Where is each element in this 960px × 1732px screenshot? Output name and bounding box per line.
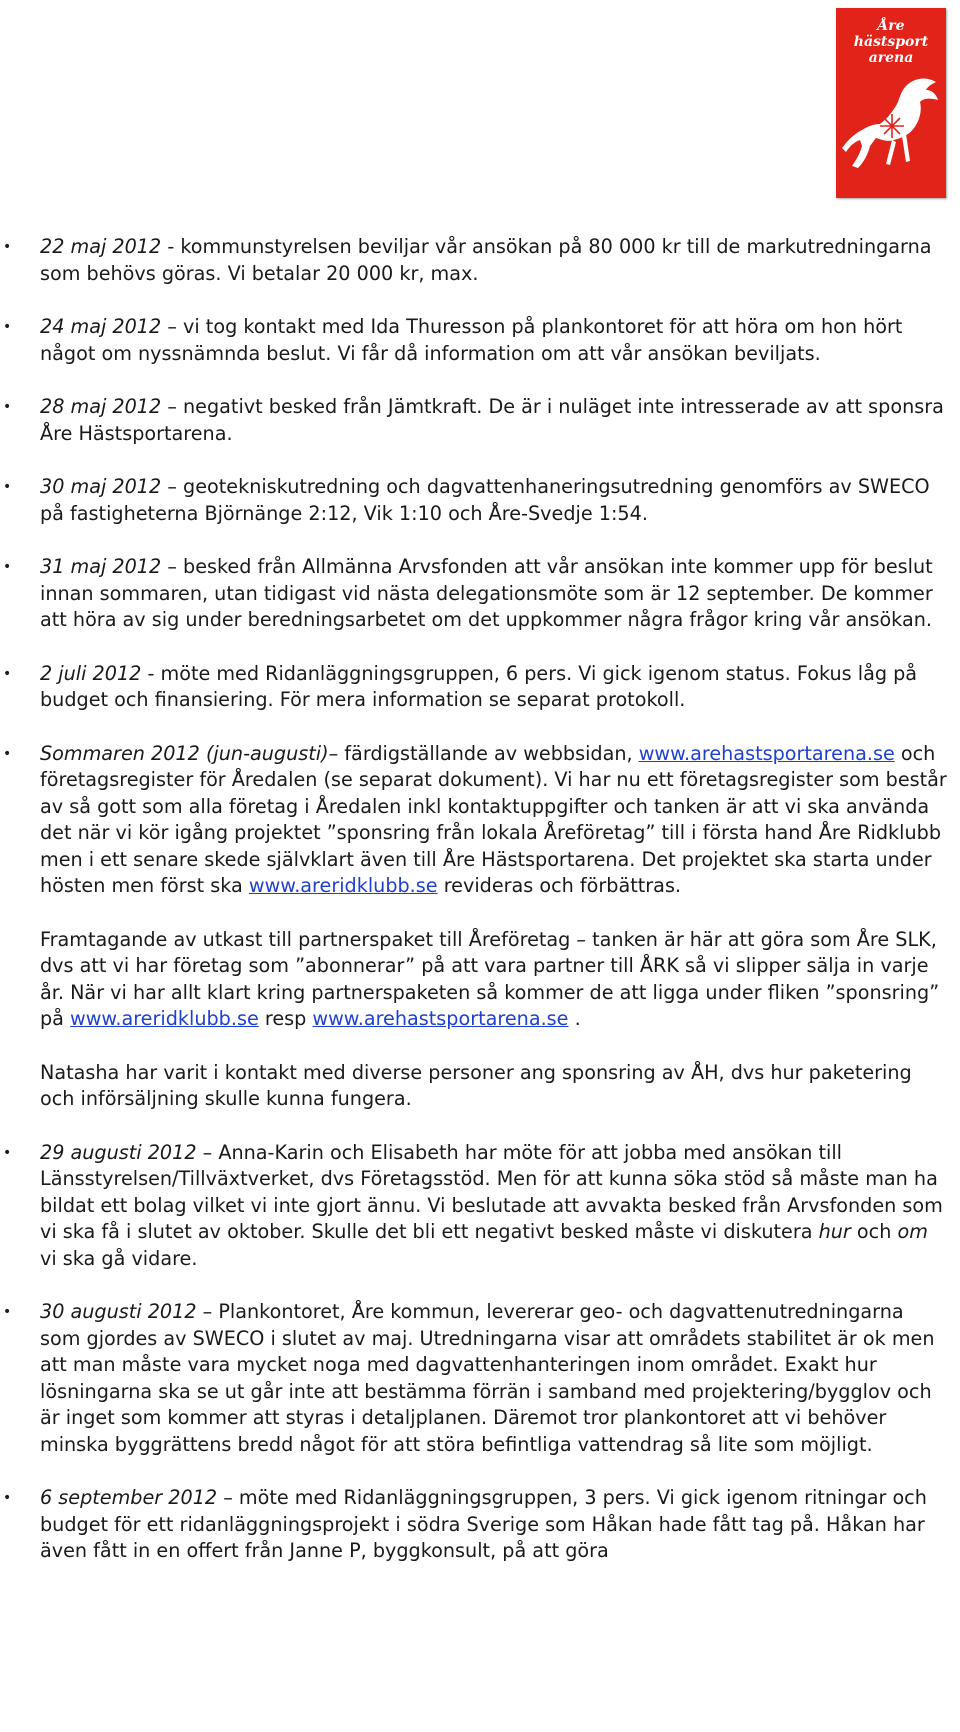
paragraph-text: resp: [258, 1007, 313, 1030]
list-item: [0, 1299, 960, 1458]
item-text: – vi tog kontakt med Ida Thuresson på plankontoret för att höra om hon hört något om nyssnämnda beslut. Vi får då information om att vår ansökan beviljats.: [40, 315, 903, 365]
emphasis-text: om: [897, 1220, 928, 1243]
bullet: •: [3, 479, 12, 495]
item-text: – besked från Allmänna Arvsfonden att vår ansökan inte kommer upp för beslut innan sommaren, utan tidigast vid nästa delegationsmöte som är 12 september. De kommer att höra av sig under beredningsarbetet om det uppkommer några frågor kring vår ansökan.: [40, 555, 933, 631]
item-date: 6 september 2012: [40, 1486, 218, 1509]
item-text: – möte med Ridanläggningsgruppen, 3 pers. Vi gick igenom ritningar och budget för ett ridanläggningsprojekt i södra Sverige som Håkan hade fått tag på. Håkan har även fått in en offert från Janne P, byggkonsult, på att göra: [40, 1486, 927, 1562]
list-item: [0, 394, 960, 447]
item-date: Sommaren 2012 (jun-augusti): [40, 741, 329, 765]
document-body: [0, 234, 960, 1592]
item-date: 29 augusti 2012: [40, 1140, 197, 1164]
bullet: •: [3, 1144, 12, 1161]
paragraph-partnerpaket: [0, 927, 960, 1033]
bullet: •: [3, 559, 12, 575]
item-date: 28 maj 2012: [40, 395, 162, 418]
bullet: •: [3, 239, 12, 255]
bullet: •: [3, 1490, 12, 1506]
item-date: 2 juli 2012: [40, 661, 142, 685]
arehastsportarena-link[interactable]: www.arehastsportarena.se: [638, 741, 895, 765]
item-text: revideras och förbättras.: [437, 874, 682, 897]
list-item: [0, 554, 960, 634]
logo-line-3: arena: [868, 50, 914, 66]
list-item: [0, 661, 960, 714]
paragraph-natasha: [0, 1060, 960, 1113]
list-item: [0, 314, 960, 367]
item-text: och företagsregister för Åredalen (se separat dokument). Vi har nu ett företagsregister som består av så gott som alla företag i Åredalen inkl kontaktuppgifter och tanken är att vi ska använda det när vi kör igång projektet ”sponsring från lokala Åreföretag” till i första hand Åre Ridklubb men i ett senare skede självklart även till Åre Hästsportarena. Det projektet ska starta under hösten men först ska: [40, 741, 947, 897]
arehastsportarena-link[interactable]: www.arehastsportarena.se: [312, 1007, 569, 1030]
bullet: •: [3, 1304, 12, 1320]
item-date: 31 maj 2012: [40, 555, 162, 578]
horse-icon: [836, 68, 946, 198]
item-text: – Plankontoret, Åre kommun, levererar geo- och dagvattenutredningarna som gjordes av SWECO i slutet av maj. Utredningarna visar att områdets stabilitet är ok men att man måste vara mycket noga med dagvattenhanteringen inom området. Exakt hur lösningarna ska se ut går inte att bestämma förrän i samband med projektering/bygglov och är inget som kommer att styras i detaljplanen. Däremot tror plankontoret att vi behöver minska byggrättens bredd något för att störa befintliga vattendrag så lite som möjligt.: [40, 1300, 935, 1456]
item-text: och: [850, 1220, 898, 1243]
list-item: [0, 1485, 960, 1565]
logo-line-1: Åre: [877, 18, 905, 34]
bullet: •: [3, 745, 12, 762]
logo-wordmark: [836, 18, 946, 66]
item-text: - möte med Ridanläggningsgruppen, 6 pers. Vi gick igenom status. Fokus låg på budget och finansiering. För mera information se separat protokoll.: [40, 661, 918, 711]
item-date: 30 augusti 2012: [40, 1300, 197, 1323]
bullet: •: [3, 665, 12, 682]
item-text: – geotekniskutredning och dagvattenhaneringsutredning genomförs av SWECO på fastigheterna Björnänge 2:12, Vik 1:10 och Åre-Svedje 1:54.: [40, 475, 930, 525]
item-text: – färdigställande av webbsidan,: [328, 741, 639, 765]
item-date: 22 maj 2012: [40, 235, 162, 258]
areridklubb-link[interactable]: www.areridklubb.se: [70, 1007, 259, 1030]
paragraph-text: Framtagande av utkast till partnerspaket till Åreföretag – tanken är här att göra som Åre SLK, dvs att vi har företag som ”abonnerar” på att vara partner till ÅRK så vi slipper sälja in varje år. När vi har allt klart kring partnerspaketen så kommer de att ligga under fliken ”sponsring” på: [40, 927, 940, 1030]
emphasis-text: hur: [818, 1220, 851, 1243]
are-hastsportarena-logo: [836, 8, 946, 198]
paragraph-text: Natasha har varit i kontakt med diverse personer ang sponsring av ÅH, dvs hur paketering och införsäljning skulle kunna fungera.: [40, 1060, 912, 1110]
item-text: – Anna-Karin och Elisabeth har möte för att jobba med ansökan till Länsstyrelsen/Tillväxtverket, dvs Företagsstöd. Men för att kunna söka stöd så måste man ha bildat ett bolag vilket vi inte gjort ännu. Vi beslutade att avvakta besked från Arvsfonden som vi ska få i slutet av oktober. Skulle det bli ett negativt besked måste vi diskutera: [40, 1140, 943, 1243]
logo-line-2: hästsport: [853, 34, 929, 50]
areridklubb-link[interactable]: www.areridklubb.se: [248, 874, 438, 897]
list-item: [0, 474, 960, 527]
list-item: [0, 234, 960, 287]
item-date: 30 maj 2012: [40, 475, 162, 498]
item-text: vi ska gå vidare.: [40, 1246, 198, 1270]
bullet: •: [3, 399, 12, 415]
list-item: [0, 1140, 960, 1273]
list-item-summer: [0, 741, 960, 900]
item-text: – negativt besked från Jämtkraft. De är i nuläget inte intresserade av att sponsra Åre Hästsportarena.: [40, 395, 944, 445]
item-date: 24 maj 2012: [40, 315, 162, 338]
item-text: - kommunstyrelsen beviljar vår ansökan på 80 000 kr till de markutredningarna som behövs göras. Vi betalar 20 000 kr, max.: [40, 235, 932, 285]
paragraph-text: .: [568, 1007, 581, 1030]
bullet: •: [3, 319, 12, 335]
